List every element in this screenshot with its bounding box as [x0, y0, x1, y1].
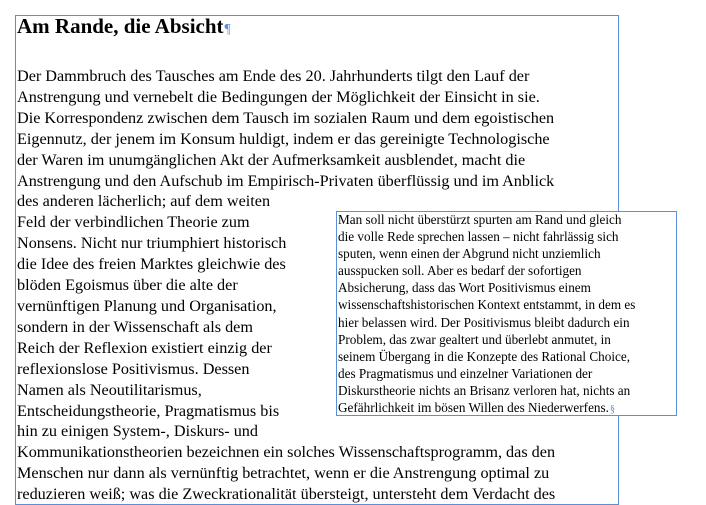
main-text-line: Namen als Neoutilitarismus,: [17, 380, 202, 399]
margin-note-text[interactable]: [338, 211, 635, 418]
margin-note-line: Absicherung, dass das Wort Positivismus einem: [338, 280, 591, 296]
margin-note-line: Problem, das zwar gealtert und überlebt anmutet, in: [338, 331, 611, 347]
margin-note-line: seinem Übergang in die Konzepte des Rational Choice,: [338, 348, 630, 364]
main-text-line: Entscheidungstheorie, Pragmatismus bis: [17, 401, 280, 420]
margin-note-line: des Pragmatismus und einzelner Variationen der: [338, 365, 593, 381]
main-text-line: Reich der Reflexion existiert einzig der: [17, 338, 272, 357]
document-title[interactable]: [17, 13, 231, 43]
main-text-line: Anstrengung und vernebelt die Bedingungen der Möglichkeit der Einsicht in sie.: [17, 87, 540, 106]
main-text-line: Eigennutz, der jenem im Konsum huldigt, indem er das gereinigte Technologische: [17, 129, 550, 148]
margin-note-line: Gefährlichkeit im bösen Willen des Niederwerfens.§: [338, 400, 615, 416]
margin-note-line: die volle Rede sprechen lassen – nicht fahrlässig sich: [338, 229, 619, 245]
main-text-line: Der Dammbruch des Tausches am Ende des 20. Jahrhunderts tilgt den Lauf der: [17, 67, 530, 85]
main-text-line: reduzieren weiß; was die Zweckrationalität übersteigt, untersteht dem Verdacht des: [17, 485, 556, 504]
main-text-line: Anstrengung und den Aufschub im Empirisch-Privaten überflüssig und im Anblick: [17, 171, 555, 190]
main-text-line: des anderen lächerlich; auf dem weiten: [17, 192, 271, 211]
title-text: Am Rande, die Absicht: [17, 14, 224, 38]
main-text-line: Feld der verbindlichen Theorie zum: [17, 213, 250, 232]
main-text-line: Nonsens. Nicht nur triumphiert historisch: [17, 234, 287, 253]
main-text-line: blöden Egoismus über die alte der: [17, 276, 238, 295]
main-text-line: der Waren im unumgänglichen Akt der Aufmerksamkeit ausblendet, macht die: [17, 150, 526, 169]
main-text-line: Die Korrespondenz zwischen dem Tausch im sozialen Raum und dem egoistischen: [17, 108, 555, 127]
margin-note-line: hier belassen wird. Der Positivismus bleibt dadurch ein: [338, 314, 630, 330]
main-text-line: hin zu einigen System-, Diskurs- und: [17, 422, 258, 441]
main-text-line: Kommunikationstheorien bezeichnen ein solches Wissenschaftsprogramm, das den: [17, 443, 556, 462]
main-text-line: sondern in der Wissenschaft als dem: [17, 317, 253, 336]
margin-note-line: wissenschaftshistorischen Kontext entstammt, in dem es: [338, 297, 636, 313]
margin-note-line: ausspucken soll. Aber es bedarf der sofortigen: [338, 263, 582, 279]
margin-note-line: Man soll nicht überstürzt spurten am Rand und gleich: [338, 212, 622, 227]
margin-note-line: Diskurstheorie nichts an Brisanz verloren hat, nichts an: [338, 382, 631, 398]
margin-note-line: sputen, wenn einen der Abgrund nicht unziemlich: [338, 246, 601, 262]
main-text-line: vernünftigen Planung und Organisation,: [17, 296, 277, 315]
paragraph-mark-icon: ¶: [224, 22, 231, 37]
end-of-text-mark-icon: §: [609, 404, 615, 416]
main-text-line: die Idee des freien Marktes gleichwie des: [17, 255, 286, 274]
main-text-line: Menschen nur dann als vernünftig betrachtet, wenn er die Anstrengung optimal zu: [17, 464, 550, 483]
main-text-line: reflexionslose Positivismus. Dessen: [17, 359, 250, 378]
